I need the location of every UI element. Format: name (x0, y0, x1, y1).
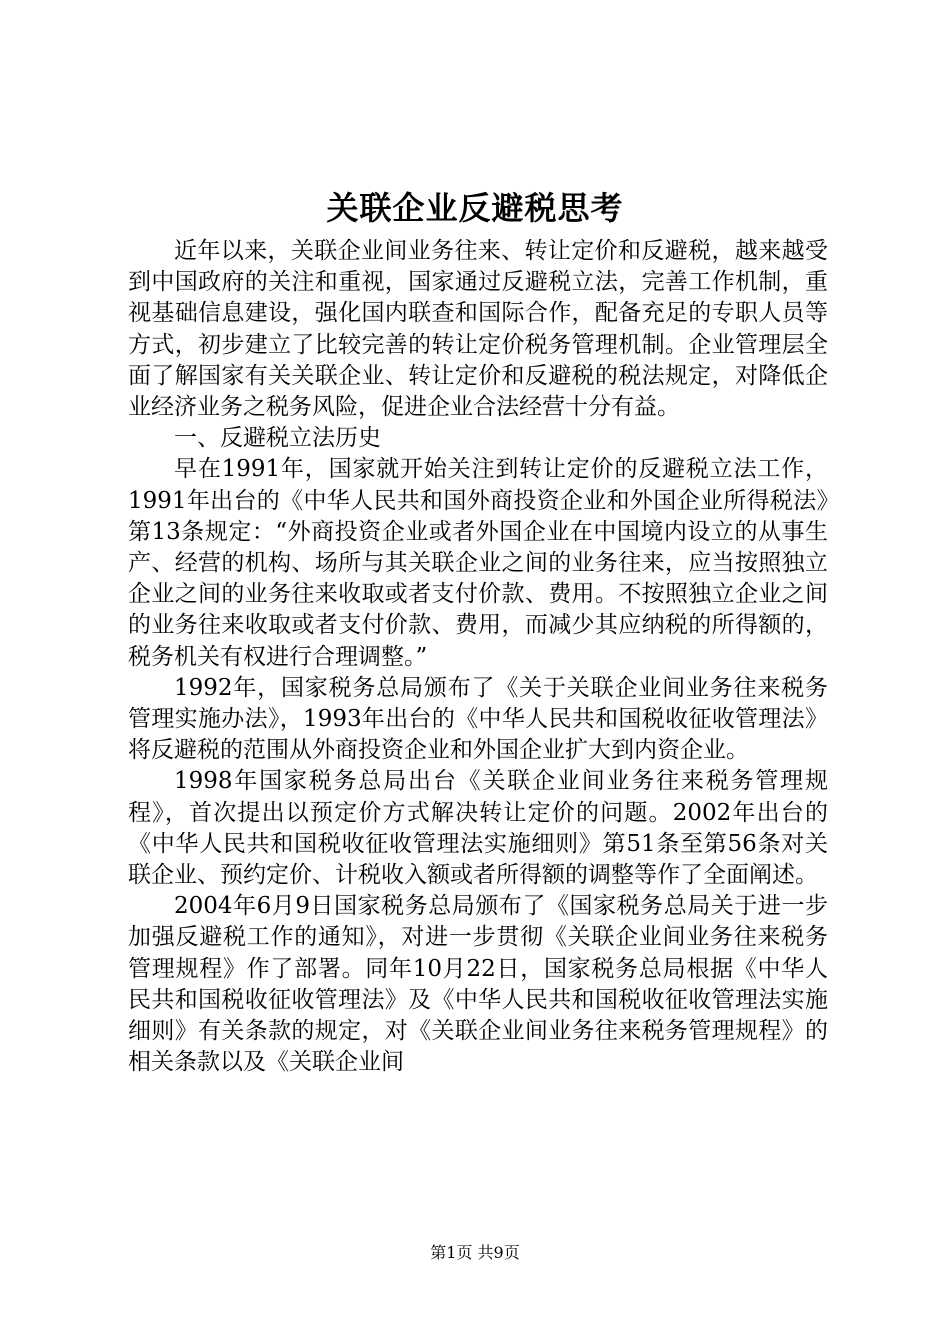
paragraph-1992: 1992年，国家税务总局颁布了《关于关联企业间业务往来税务管理实施办法》，1993年出台的《中华人民共和国税收征收管理法》将反避税的范围从外商投资企业和外国企业扩大到内资企业。 (128, 674, 828, 764)
section-heading: 一、反避税立法历史 (174, 425, 381, 452)
paragraph-intro: 近年以来，关联企业间业务往来、转让定价和反避税，越来越受到中国政府的关注和重视，国家通过反避税立法，完善工作机制，重视基础信息建设，强化国内联查和国际合作，配备充足的专职人员等方式，初步建立了比较完善的转让定价税务管理机制。企业管理层全面了解国家有关关联企业、转让定价和反避税的税法规定，对降低企业经济业务之税务风险，促进企业合法经营十分有益。 (128, 238, 828, 421)
document-title: 关联企业反避税思考 (326, 189, 624, 227)
document-body (128, 236, 828, 1078)
page-footer: 第1页 共9页 (430, 1243, 520, 1262)
paragraph-2004: 2004年6月9日国家税务总局颁布了《国家税务总局关于进一步加强反避税工作的通知》，对进一步贯彻《关联企业间业务往来税务管理规程》作了部署。同年10月22日，国家税务总局根据《中华人民共和国税收征收管理法》及《中华人民共和国税收征收管理法实施细则》有关条款的规定，对《关联企业间业务往来税务管理规程》的相关条款以及《关联企业间 (128, 893, 828, 1076)
paragraph-1991: 早在1991年，国家就开始关注到转让定价的反避税立法工作，1991年出台的《中华人民共和国外商投资企业和外国企业所得税法》第13条规定：“外商投资企业或者外国企业在中国境内设立的从事生产、经营的机构、场所与其关联企业之间的业务往来，应当按照独立企业之间的业务往来收取或者支付价款、费用。不按照独立企业之间的业务往来收取或者支付价款、费用，而减少其应纳税的所得额的，税务机关有权进行合理调整。” (128, 456, 828, 670)
paragraph-1998: 1998年国家税务总局出台《关联企业间业务往来税务管理规程》，首次提出以预定价方式解决转让定价的问题。2002年出台的《中华人民共和国税收征收管理法实施细则》第51条至第56条对关联企业、预约定价、计税收入额或者所得额的调整等作了全面阐述。 (128, 768, 828, 889)
